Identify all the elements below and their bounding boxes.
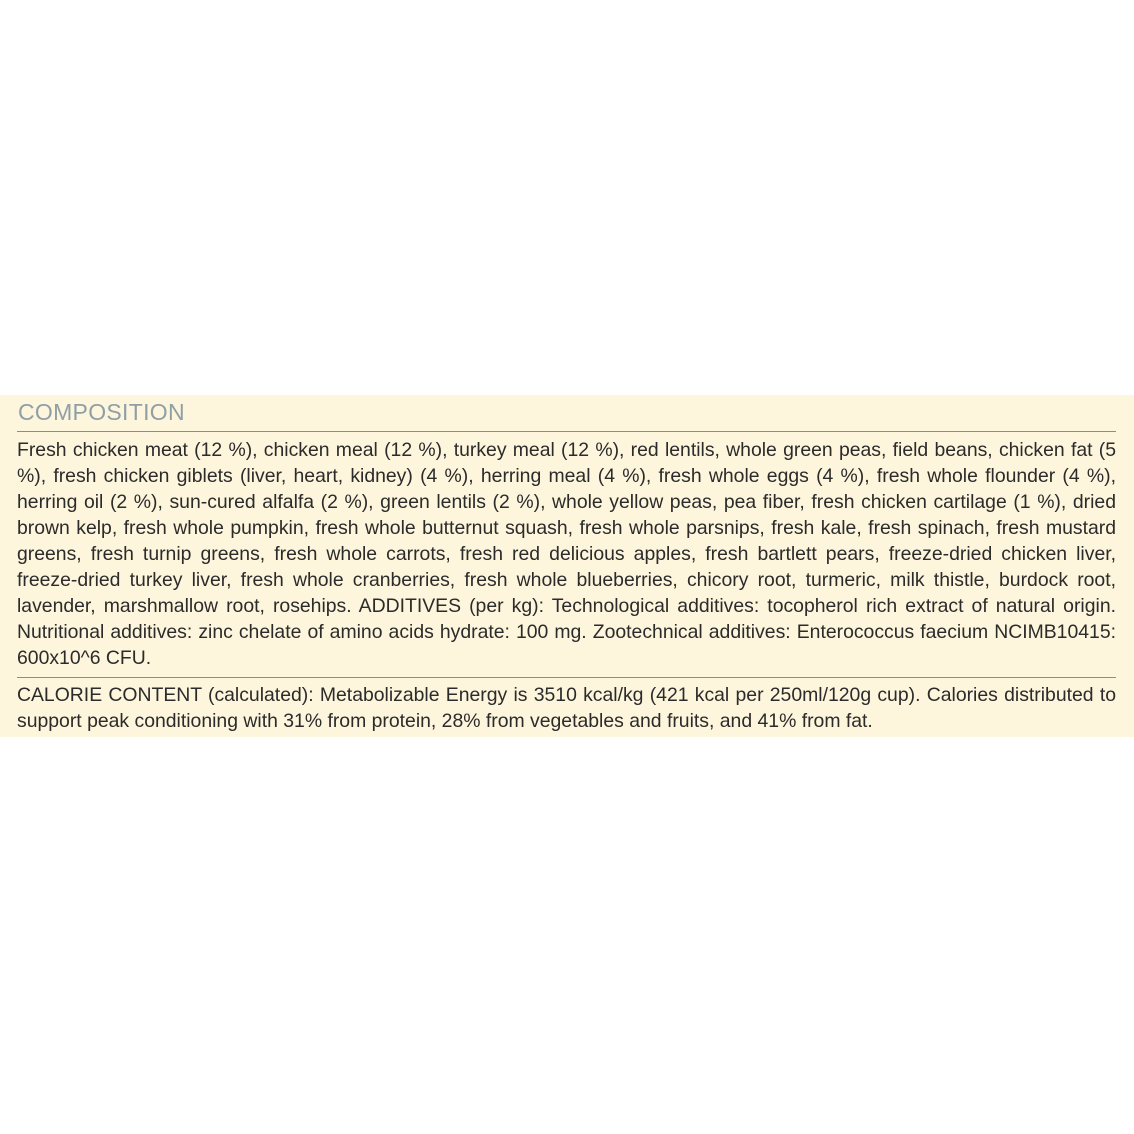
composition-panel [0, 395, 1134, 737]
composition-heading: COMPOSITION [18, 399, 185, 425]
composition-ingredients-text: Fresh chicken meat (12 %), chicken meal (12 %), turkey meal (12 %), red lentils, whole green peas, field beans, chicken fat (5 %), fresh chicken giblets (liver, heart, kidney) (4 %), herring meal (4 %), fresh whole eggs (4 %), fresh whole flounder (4 %), herring oil (2 %), sun-cured alfalfa (2 %), green lentils (2 %), whole yellow peas, pea fiber, fresh chicken cartilage (1 %), dried brown kelp, fresh whole pumpkin, fresh whole butternut squash, fresh whole parsnips, fresh kale, fresh spinach, fresh mustard greens, fresh turnip greens, fresh whole carrots, fresh red delicious apples, fresh bartlett pears, freeze-dried chicken liver, freeze-dried turkey liver, fresh whole cranberries, fresh whole blueberries, chicory root, turmeric, milk thistle, burdock root, lavender, marshmallow root, rosehips. ADDITIVES (per kg): Technological additives: tocopherol rich extract of natural origin. Nutritional additives: zinc chelate of amino acids hydrate: 100 mg. Zootechnical additives: Enterococcus faecium NCIMB10415: 600x10^6 CFU. [17, 439, 1116, 669]
section-divider [17, 677, 1116, 678]
calorie-content-text: CALORIE CONTENT (calculated): Metabolizable Energy is 3510 kcal/kg (421 kcal per 250ml/120g cup). Calories distributed to support peak conditioning with 31% from protein, 28% from vegetables and fruits, and 41% from fat. [17, 684, 1116, 732]
heading-divider [17, 431, 1116, 432]
